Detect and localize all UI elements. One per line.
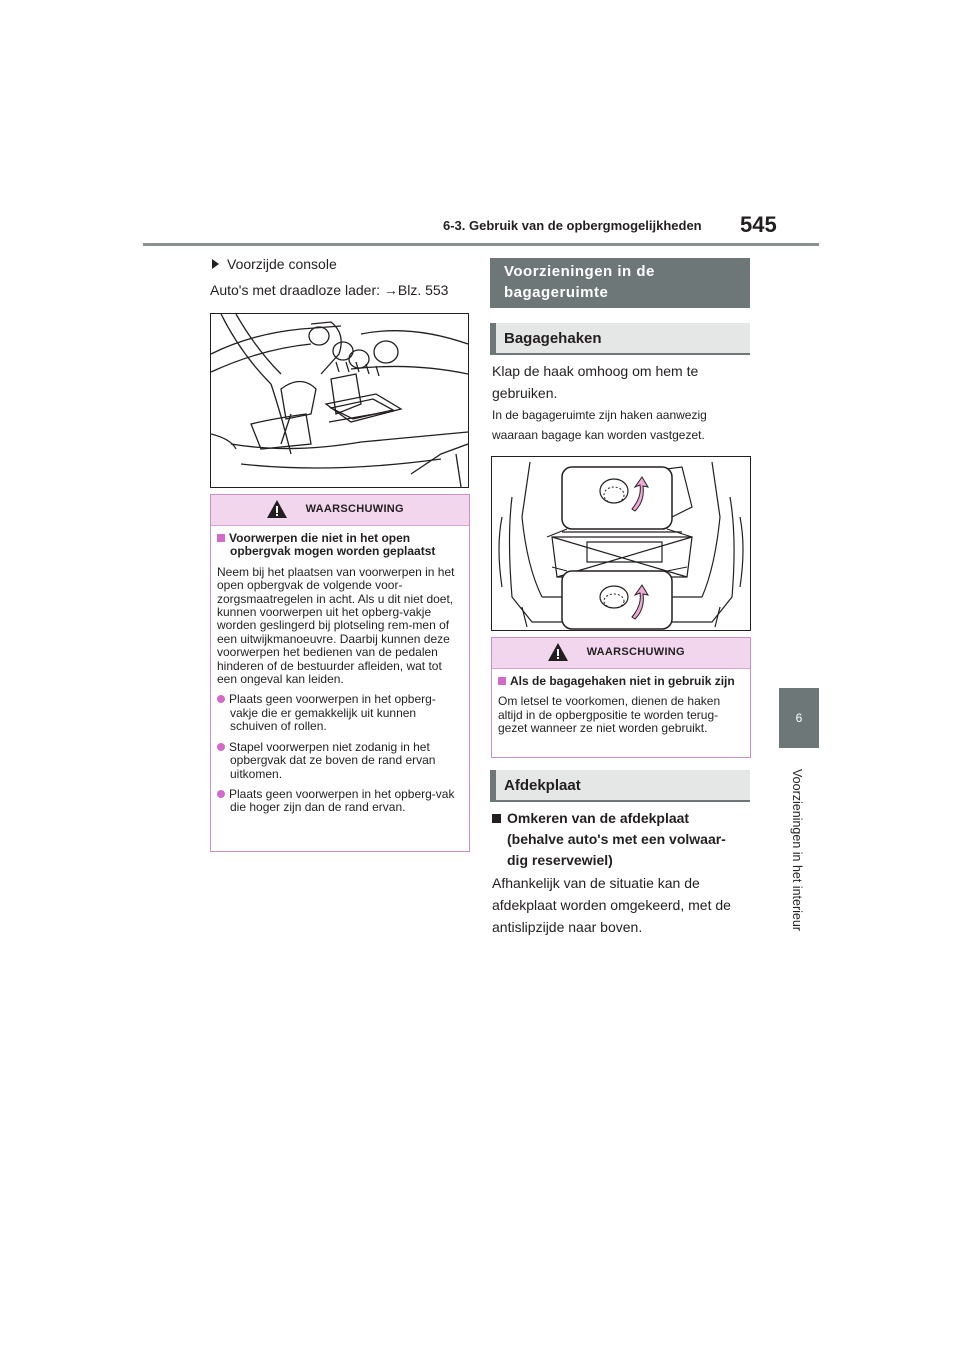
warning-label: WAARSCHUWING (586, 646, 685, 658)
chapter-tab: 6 (779, 688, 819, 748)
warning-triangle-icon (547, 642, 569, 662)
hooks-text-line-2: gebruiken. (492, 385, 558, 401)
warning-item: Plaats geen voorwerpen in het opberg-vak die hoger zijn dan de rand ervan. (217, 788, 461, 815)
square-heading-icon (492, 814, 501, 823)
warning-header (492, 638, 750, 669)
warning-body (492, 669, 750, 744)
section-title: Voorzieningen in de bagageruimte (490, 258, 750, 308)
hooks-note-line-1: In de bagageruimte zijn haken aanwezig (492, 408, 707, 422)
circle-bullet-icon (217, 790, 225, 798)
warning-paragraph: Om letsel te voorkomen, dienen de haken altijd in de opbergpositie te worden terug-gezet wanneer ze niet worden gebruikt. (498, 694, 721, 736)
warning-body (211, 526, 469, 823)
hooks-note-line-2: waaraan bagage kan worden vastgezet. (492, 428, 705, 442)
luggage-hooks-illustration (491, 456, 751, 631)
cover-text-line-2: afdekplaat worden omgekeerd, met de (492, 897, 731, 913)
chapter-side-label: Voorzieningen in het interieur (790, 769, 804, 931)
subsection-afdekplaat: Afdekplaat (490, 770, 750, 802)
cover-text-line-3: antislipzijde naar boven. (492, 919, 643, 935)
triangle-bullet-icon (212, 259, 219, 269)
warning-item: Plaats geen voorwerpen in het opberg-vakje die er gemakkelijk uit kunnen schuiven of rollen. (217, 693, 461, 733)
warning-paragraph: Neem bij het plaatsen van voorwerpen in het open opbergvak de volgende voor-zorgsmaatregelen in acht. Als u dit niet doet, kunnen voorwerpen uit het opberg-vakje worden geslingerd bij plotseling rem-men of een uitwijkmanoeuvre. Daarbij kunnen deze voorwerpen het bedienen van de pedalen hinderen of de bestuurder afleiden, wat tot een ongeval kan leiden. (217, 564, 455, 687)
hooks-text-line-1: Klap de haak omhoog om hem te (492, 363, 699, 379)
console-drawing-icon (211, 314, 468, 487)
warning-heading: Als de bagagehaken niet in gebruik zijn (498, 675, 742, 688)
reverse-cover-heading: Omkeren van de afdekplaat (behalve auto's met een volwaar- dig reservewiel) (492, 808, 726, 871)
warning-box-right (491, 637, 751, 758)
warning-box-left (210, 494, 470, 852)
warning-triangle-icon (266, 499, 288, 519)
header-divider (143, 243, 819, 246)
warning-header (211, 495, 469, 526)
warning-item: Stapel voorwerpen niet zodanig in het opbergvak dat ze boven de rand ervan uitkomen. (217, 741, 461, 781)
running-header: 6-3. Gebruik van de opbergmogelijkheden (443, 218, 702, 233)
warning-label: WAARSCHUWING (305, 503, 404, 515)
square-bullet-icon (498, 677, 506, 685)
console-illustration (210, 313, 469, 488)
subsection-bagagehaken: Bagagehaken (490, 323, 750, 355)
cargo-area-drawing-icon (492, 457, 750, 630)
page-number: 545 (740, 212, 777, 237)
cover-text-line-1: Afhankelijk van de situatie kan de (492, 875, 700, 891)
circle-bullet-icon (217, 743, 225, 751)
cars-wireless-charger-line: Auto's met draadloze lader: →Blz. 553 (210, 282, 449, 298)
warning-heading: Voorwerpen die niet in het open opbergvak mogen worden geplaatst (217, 532, 461, 559)
bullet-item: Voorzijde console (212, 256, 337, 272)
square-bullet-icon (217, 534, 225, 542)
circle-bullet-icon (217, 695, 225, 703)
